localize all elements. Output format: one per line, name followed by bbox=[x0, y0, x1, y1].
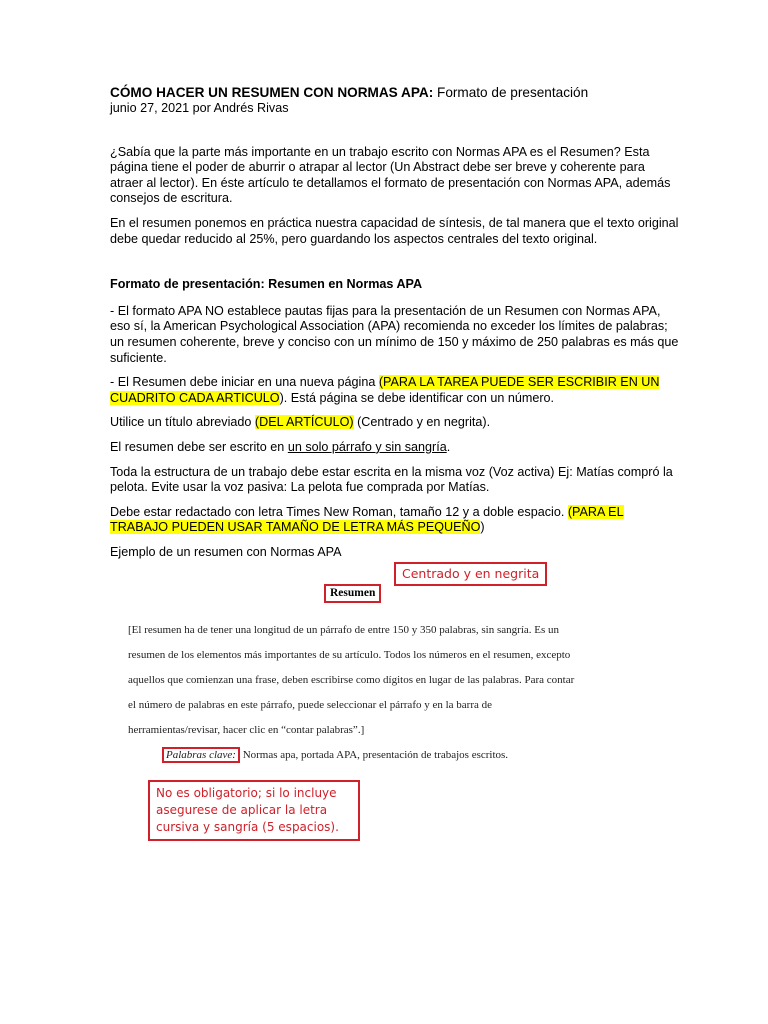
format-paragraph-3 bbox=[110, 415, 680, 431]
title-rest: Formato de presentación bbox=[433, 85, 589, 100]
callout-centered-bold: Centrado y en negrita bbox=[394, 562, 547, 586]
figure-heading: Resumen bbox=[324, 584, 381, 603]
page-title bbox=[110, 84, 680, 101]
intro-paragraph-2: En el resumen ponemos en práctica nuestra capacidad de síntesis, de tal manera que el texto original debe quedar reducido al 25%, pero guardando los aspectos centrales del texto original. bbox=[110, 215, 679, 246]
intro-paragraph-1: ¿Sabía que la parte más importante en un trabajo escrito con Normas APA es el Resumen? Esta página tiene el poder de aburrir o atrapar al lector (Un Abstract debe ser breve y coherente para atraer al lector). En éste artículo te detallamos el formato de presentación con Normas APA, además consejos de escritura. bbox=[110, 144, 671, 206]
example-caption: Ejemplo de un resumen con Normas APA bbox=[110, 544, 342, 559]
highlighted-text: (PARA LA TAREA PUEDE SER ESCRIBIR EN UN CUADRITO CADA ARTICULO bbox=[110, 375, 660, 405]
document-page bbox=[110, 84, 680, 569]
keywords-text: Normas apa, portada APA, presentación de trabajos escritos. bbox=[239, 749, 509, 761]
example-figure bbox=[122, 556, 592, 846]
text: ) bbox=[480, 520, 485, 535]
format-paragraph-4 bbox=[110, 440, 680, 456]
format-paragraph-1: - El formato APA NO establece pautas fijas para la presentación de un Resumen con Normas APA, eso sí, la American Psychological Association (APA) recomienda no exceder los límites de palabras; un resumen coherente, breve y conciso con un mínimo de 150 y máximo de 250 palabras es más que suficiente. bbox=[110, 303, 679, 365]
highlighted-text: (DEL ARTÍCULO) bbox=[254, 415, 354, 430]
keywords-label: Palabras clave: bbox=[162, 747, 240, 763]
text: Debe estar redactado con letra Times New Roman, tamaño 12 y a doble espacio. bbox=[110, 504, 568, 519]
byline: junio 27, 2021 por Andrés Rivas bbox=[110, 101, 289, 115]
section-heading: Formato de presentación: Resumen en Normas APA bbox=[110, 277, 423, 292]
format-paragraph-5: Toda la estructura de un trabajo debe estar escrita en la misma voz (Voz activa) Ej: Matías compró la pelota. Evite usar la voz pasiva: La pelota fue comprada por Matías. bbox=[110, 464, 673, 495]
text: (Centrado y en negrita). bbox=[353, 415, 491, 430]
figure-keywords bbox=[162, 748, 508, 762]
title-bold: CÓMO HACER UN RESUMEN CON NORMAS APA: bbox=[110, 85, 434, 100]
format-paragraph-2 bbox=[110, 375, 680, 406]
text: Utilice un título abreviado bbox=[110, 415, 255, 430]
text: ). Está página se debe identificar con un número. bbox=[279, 390, 555, 405]
highlighted-text: (PARA EL TRABAJO PUEDEN USAR TAMAÑO DE LETRA MÁS PEQUEÑO bbox=[110, 504, 624, 535]
underlined-text: un solo párrafo y sin sangría bbox=[287, 439, 447, 454]
text: El resumen debe ser escrito en bbox=[110, 439, 288, 454]
text: - El Resumen debe iniciar en una nueva página bbox=[110, 375, 379, 390]
format-paragraph-6 bbox=[110, 505, 680, 536]
text: . bbox=[446, 439, 451, 454]
figure-body-text: [El resumen ha de tener una longitud de un párrafo de entre 150 y 350 palabras, sin sangría. Es un resumen de los elementos más importantes de su artículo. Todos los números en el resumen, excepto aquellos que comienzan una frase, deben escribirse como dígitos en lugar de las palabras. Para contar el número de palabras en este párrafo, puede seleccionar el párrafo y en la barra de herramientas/revisar, hacer clic en “contar palabras”.] bbox=[128, 624, 575, 736]
callout-keywords-note: No es obligatorio; si lo incluye asegurese de aplicar la letra cursiva y sangría (5 espacios). bbox=[148, 780, 360, 841]
